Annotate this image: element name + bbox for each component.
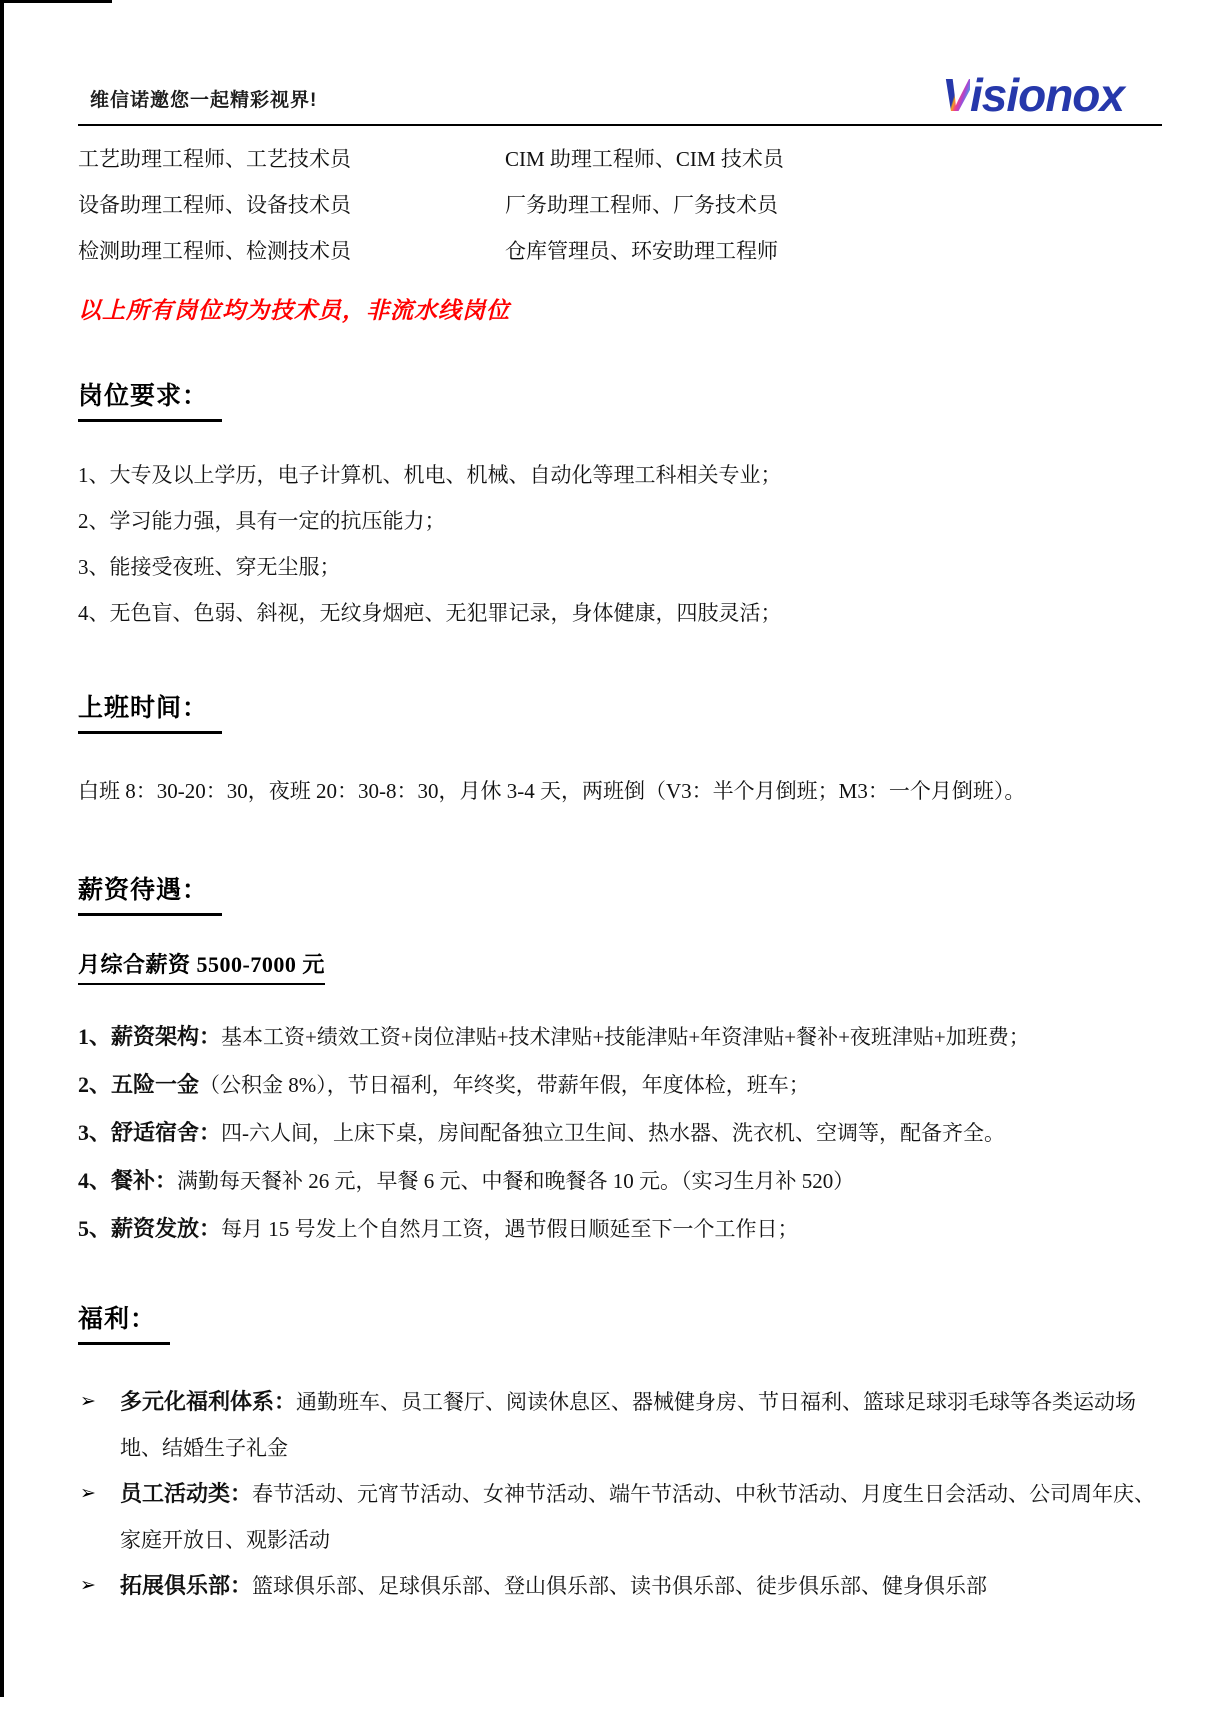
section-benefits — [78, 1299, 1162, 1609]
requirement-item: 2、学习能力强，具有一定的抗压能力； — [78, 509, 446, 533]
job-cell: CIM 助理工程师、CIM 技术员 — [505, 147, 784, 171]
salary-item-text: 满勤每天餐补 26 元，早餐 6 元、中餐和晚餐各 10 元。（实习生月补 520） — [177, 1169, 855, 1193]
benefit-item-label: 多元化福利体系： — [120, 1389, 297, 1414]
salary-item-text: 基本工资+绩效工资+岗位津贴+技术津贴+技能津贴+年资津贴+餐补+夜班津贴+加班费； — [221, 1025, 1030, 1049]
benefit-item-text: 通勤班车、员工餐厅、阅读休息区、器械健身房、节日福利、篮球足球羽毛球等各类运动场地、结婚生子礼金 — [120, 1390, 1137, 1460]
benefit-item-text: 篮球俱乐部、足球俱乐部、登山俱乐部、读书俱乐部、徒步俱乐部、健身俱乐部 — [252, 1574, 988, 1598]
arrow-bullet-icon: ➢ — [80, 1391, 96, 1412]
salary-item — [78, 1109, 1162, 1157]
benefits-list — [78, 1379, 1162, 1609]
monthly-salary-subheading: 月综合薪资 5500-7000 元 — [78, 948, 325, 985]
logo-gradient-v: V — [941, 69, 970, 121]
requirement-item: 4、无色盲、色弱、斜视，无纹身烟疤、无犯罪记录，身体健康，四肢灵活； — [78, 601, 782, 625]
non-assembly-line-notice: 以上所有岗位均为技术员，非流水线岗位 — [78, 298, 510, 323]
salary-item-label: 5、薪资发放： — [78, 1216, 222, 1241]
salary-item — [78, 1157, 1162, 1205]
benefit-item-text: 春节活动、元宵节活动、女神节活动、端午节活动、中秋节活动、月度生日会活动、公司周年庆、家庭开放日、观影活动 — [120, 1482, 1156, 1552]
benefit-item-label: 拓展俱乐部： — [120, 1573, 253, 1598]
job-cell: 设备助理工程师、设备技术员 — [78, 193, 351, 217]
salary-item-label: 3、舒适宿舍： — [78, 1120, 222, 1145]
salary-item-label: 4、餐补： — [78, 1168, 178, 1193]
work-time-text: 白班 8：30-20：30，夜班 20：30-8：30，月休 3-4 天，两班倒（V3：半个月倒班；M3：一个月倒班）。 — [78, 779, 1026, 803]
salary-item-label: 1、薪资架构： — [78, 1024, 222, 1049]
job-cell: 厂务助理工程师、厂务技术员 — [505, 193, 778, 217]
job-cell: 检测助理工程师、检测技术员 — [78, 239, 351, 263]
arrow-bullet-icon: ➢ — [80, 1483, 96, 1504]
benefit-item — [78, 1563, 1162, 1609]
logo-wordmark: isionox — [969, 69, 1124, 121]
salary-heading: 薪资待遇： — [78, 870, 222, 916]
salary-item-text: 每月 15 号发上个自然月工资，遇节假日顺延至下一个工作日； — [221, 1217, 799, 1241]
salary-item — [78, 1205, 1162, 1253]
page-header — [78, 0, 1162, 121]
salary-item-text: 四-六人间，上床下桌，房间配备独立卫生间、热水器、洗衣机、空调等，配备齐全。 — [221, 1121, 1006, 1145]
company-slogan: 维信诺邀您一起精彩视界! — [90, 90, 318, 111]
benefit-item-label: 员工活动类： — [120, 1481, 253, 1506]
benefits-heading: 福利： — [78, 1299, 170, 1345]
section-salary — [78, 870, 1162, 1253]
requirements-list — [78, 452, 1162, 636]
visionox-logo — [941, 69, 1162, 121]
salary-item — [78, 1061, 1162, 1109]
salary-item-text: （公积金 8%），节日福利，年终奖，带薪年假，年度体检，班车； — [199, 1073, 810, 1097]
salary-list — [78, 1013, 1162, 1253]
benefit-item — [78, 1379, 1162, 1471]
salary-item-label: 2、五险一金 — [78, 1072, 200, 1097]
requirements-heading: 岗位要求： — [78, 376, 222, 422]
job-cell: 仓库管理员、环安助理工程师 — [505, 239, 778, 263]
section-work-time — [78, 688, 1162, 814]
requirement-item: 1、大专及以上学历，电子计算机、机电、机械、自动化等理工科相关专业； — [78, 463, 782, 487]
work-time-heading: 上班时间： — [78, 688, 222, 734]
job-positions-table — [78, 136, 1162, 274]
job-cell: 工艺助理工程师、工艺技术员 — [78, 147, 351, 171]
header-divider — [78, 124, 1162, 126]
arrow-bullet-icon: ➢ — [80, 1575, 96, 1596]
salary-item — [78, 1013, 1162, 1061]
section-requirements — [78, 376, 1162, 636]
benefit-item — [78, 1471, 1162, 1563]
requirement-item: 3、能接受夜班、穿无尘服； — [78, 555, 341, 579]
